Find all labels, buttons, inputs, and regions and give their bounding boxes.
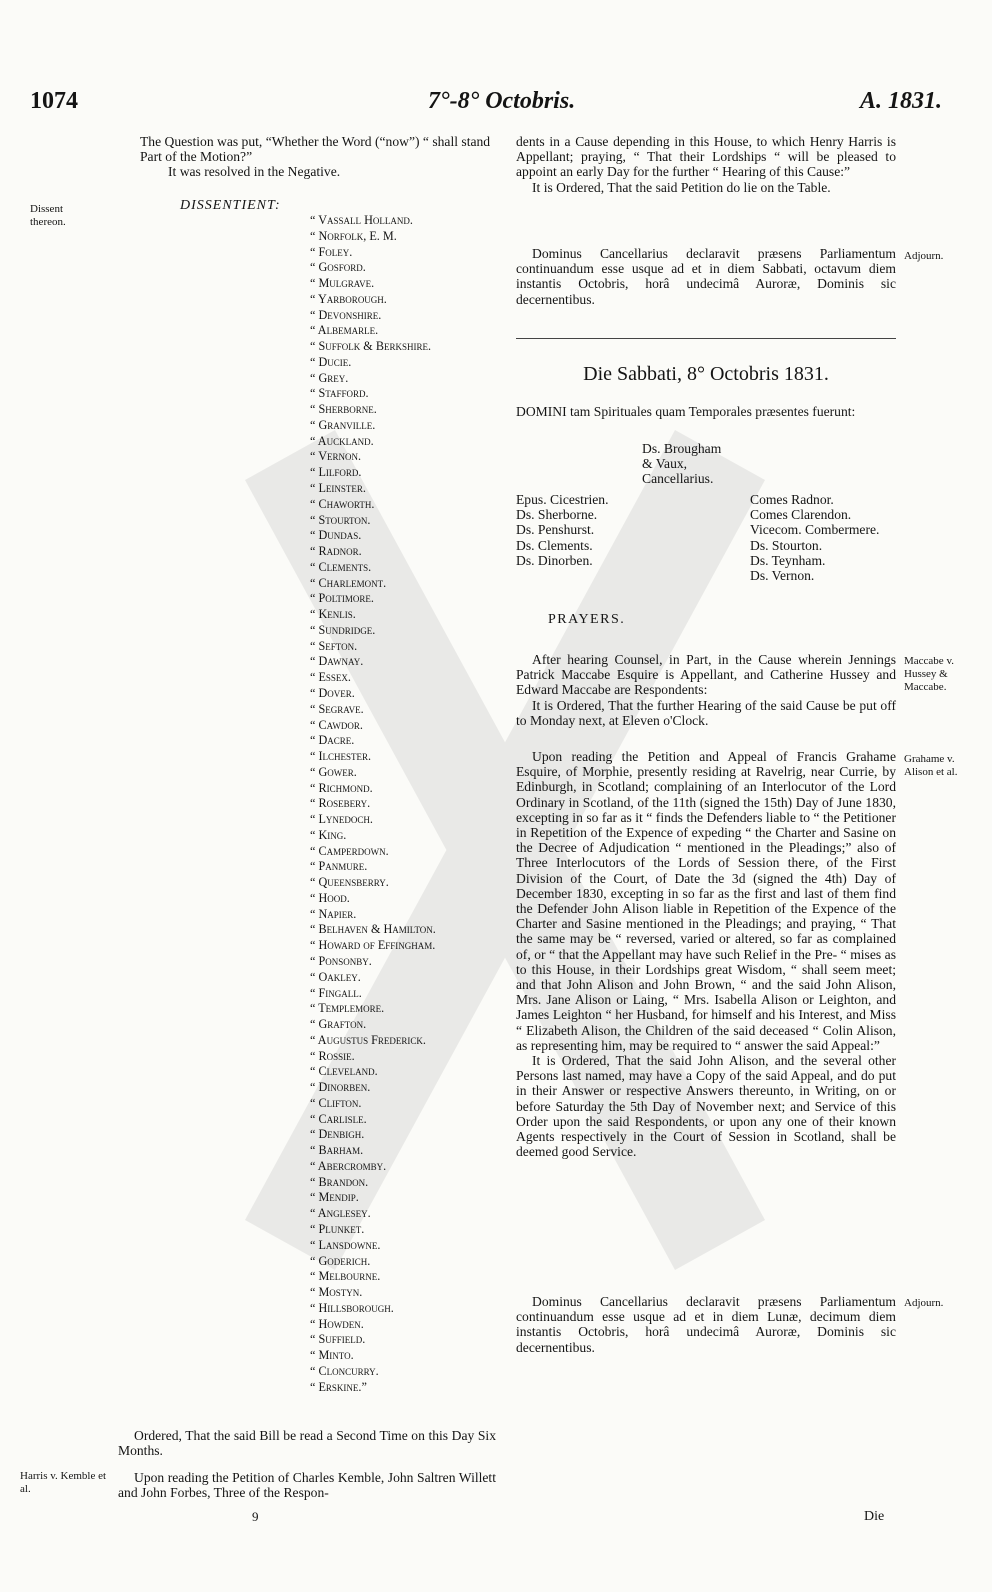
ordered-second-reading bbox=[118, 1428, 496, 1458]
dissentient-peer: “ Norfolk, E. M. bbox=[310, 228, 397, 243]
prayers-heading: PRAYERS. bbox=[548, 612, 626, 627]
dissentient-peer: “ Grafton. bbox=[310, 1017, 367, 1032]
lord-present: Ds. Stourton. bbox=[750, 537, 823, 553]
margin-note-adjourn-1: Adjourn. bbox=[904, 250, 944, 262]
chancellor-line: Cancellarius. bbox=[642, 471, 714, 487]
chancellor-line: Ds. Brougham bbox=[642, 441, 722, 456]
dissentient-peer: “ Richmond. bbox=[310, 780, 373, 795]
lord-present: Ds. Teynham. bbox=[750, 552, 826, 568]
right-column-top bbox=[516, 134, 896, 195]
ordered-text: Ordered, That the said Bill be read a Second Time on this Day Six Months. bbox=[118, 1428, 496, 1459]
margin-note-adjourn-2: Adjourn. bbox=[904, 1297, 944, 1309]
domini-line bbox=[516, 404, 896, 419]
dissentient-peer: “ Abercromby. bbox=[310, 1158, 387, 1173]
dissentient-peer: “ Carlisle. bbox=[310, 1111, 367, 1126]
dissentient-peer: “ Essex. bbox=[310, 670, 351, 685]
dissentient-peer: “ Sefton. bbox=[310, 638, 358, 653]
dissentient-peer: “ Ilchester. bbox=[310, 749, 372, 764]
harris-text: Upon reading the Petition of Charles Kemble, John Saltren Willett and John Forbes, Three of the Respon- bbox=[118, 1470, 496, 1501]
dissentient-peer: “ Cawdor. bbox=[310, 717, 363, 732]
resolved-negative: It was resolved in the Negative. bbox=[168, 164, 341, 180]
page-number: 1074 bbox=[30, 88, 78, 114]
dissentient-peer: “ Denbigh. bbox=[310, 1127, 365, 1142]
dissentient-peer: “ Dover. bbox=[310, 685, 355, 700]
margin-note-grahame: Grahame v. Alison et al. bbox=[904, 753, 958, 778]
dissentient-peer: “ Fingall. bbox=[310, 985, 362, 1000]
dissentient-peer: “ Dinorben. bbox=[310, 1080, 371, 1095]
dissentient-peer: “ Barham. bbox=[310, 1143, 364, 1158]
dissentient-peer: “ Mendip. bbox=[310, 1190, 359, 1205]
adjourn-block-1 bbox=[516, 246, 896, 307]
margin-note-maccabe: Maccabe v. Hussey & Maccabe. bbox=[904, 655, 954, 693]
dissentient-peer: “ Charlemont. bbox=[310, 575, 387, 590]
dissentient-peer: “ Dundas. bbox=[310, 528, 362, 543]
dissentient-peer: “ King. bbox=[310, 827, 347, 842]
dissentient-peer: “ Ducie. bbox=[310, 354, 352, 369]
dissentient-peer: “ Melbourne. bbox=[310, 1269, 381, 1284]
dissentient-peer: “ Belhaven & Hamilton. bbox=[310, 922, 436, 937]
chancellor-block bbox=[642, 441, 721, 487]
dissentient-peer: “ Brandon. bbox=[310, 1174, 369, 1189]
dissentient-peer: “ Dawnay. bbox=[310, 654, 364, 669]
dissentient-peer: “ Lynedoch. bbox=[310, 812, 373, 827]
ordered-lie-text: It is Ordered, That the said Petition do lie on the Table. bbox=[532, 179, 831, 195]
dissentient-peer: “ Foley. bbox=[310, 244, 353, 259]
dissentient-peer: “ Sherborne. bbox=[310, 402, 377, 417]
dissentient-peer: “ Cloncurry. bbox=[310, 1363, 379, 1378]
domini-text: DOMINI tam Spirituales quam Temporales præsentes fuerunt: bbox=[516, 404, 856, 419]
lord-present: Ds. Sherborne. bbox=[516, 507, 598, 523]
dissentient-peer: “ Auckland. bbox=[310, 433, 374, 448]
grahame-text: Upon reading the Petition and Appeal of Francis Grahame Esquire, of Morphie, presently residing at Ravelrig, near Currie, by Edinburgh, in Scotland; complaining of an Interlocutor of the Lord Ordinary in Scotland, of the 11th (signed the 15th) Day of June 1830, excepting in so far as it “ finds the Defenders liable to “ the Petitioner in Repetition of the Expence of expeding “ the Charter and Sasine on the Decree of Adjudication “ mentioned in the Pleadings;” also of Three Interlocutors of the Lords of Session there, of the First Division of the Court, of Date the 3d (signed the 4th) Day of December 1830, excepting in so far as the first and last of them find the Defender John Alison liable in Repetition of the Expence of the Charter and Sasine mentioned in the Pleadings; and praying, “ That the same may be “ reversed, varied or altered, so far as complained of, or “ that the Appellant may have such Relief in the Pre- “ mises as to this House, in their Lordships great Wisdom, “ shall seem meet; and that John Alison and John Brown, “ and the said John Alison, Mrs. Jane Alison or Laing, “ Mrs. Isabella Alison or Leighton, and James Leighton “ her Husband, for himself and his Interest, and Miss “ Elizabeth Alison, the Children of the said deceased “ Colin Alison, as representing him, may be required to “ answer the said Appeal:” bbox=[516, 749, 896, 1053]
maccabe-ordered: It is Ordered, That the further Hearing of the said Cause be put off to Monday next, at Eleven o'Clock. bbox=[516, 697, 896, 728]
page-year: A. 1831. bbox=[860, 88, 943, 114]
dissentient-peer: “ Rossie. bbox=[310, 1048, 355, 1063]
dissentient-peer: “ Ponsonby. bbox=[310, 953, 372, 968]
dissentient-peer: “ Kenlis. bbox=[310, 607, 356, 622]
dissentient-peer: “ Suffield. bbox=[310, 1332, 366, 1347]
dissentient-peer: “ Hillsborough. bbox=[310, 1300, 394, 1315]
dissentient-peer: “ Gower. bbox=[310, 764, 357, 779]
dissentient-peer: “ Mulgrave. bbox=[310, 276, 375, 291]
dissentient-peer: “ Grey. bbox=[310, 370, 349, 385]
dissentient-peer: “ Oakley. bbox=[310, 969, 361, 984]
section-divider bbox=[516, 338, 896, 339]
lord-present: Vicecom. Combermere. bbox=[750, 522, 880, 538]
dissentient-peer: “ Clifton. bbox=[310, 1095, 362, 1110]
dissentient-peer: “ Leinster. bbox=[310, 481, 366, 496]
maccabe-text: After hearing Counsel, in Part, in the Cause wherein Jennings Patrick Maccabe Esquire is Appellant, and Catherine Hussey and Edward Maccabe are Respondents: bbox=[516, 652, 896, 698]
dissentient-peer: “ Minto. bbox=[310, 1348, 354, 1363]
lords-left-list bbox=[516, 492, 609, 568]
day-title: Die Sabbati, 8° Octobris 1831. bbox=[583, 363, 829, 385]
lord-present: Epus. Cicestrien. bbox=[516, 492, 609, 507]
dissentient-peer: “ Segrave. bbox=[310, 701, 364, 716]
dissentient-peer: “ Stourton. bbox=[310, 512, 371, 527]
dissentient-peer: “ Howden. bbox=[310, 1316, 364, 1331]
dissentient-peer: “ Cleveland. bbox=[310, 1064, 378, 1079]
dissentient-peer: “ Stafford. bbox=[310, 386, 369, 401]
margin-note-harris: Harris v. Kemble et al. bbox=[20, 1470, 107, 1495]
dissentient-list bbox=[310, 213, 436, 1395]
dissentient-peer: “ Radnor. bbox=[310, 544, 362, 559]
chancellor-line: & Vaux, bbox=[642, 456, 688, 472]
dissentient-peer: “ Suffolk & Berkshire. bbox=[310, 339, 431, 354]
lord-present: Ds. Dinorben. bbox=[516, 552, 593, 568]
adjourn-block-2 bbox=[516, 1294, 896, 1355]
dissentient-peer: “ Yarborough. bbox=[310, 291, 387, 306]
lords-right-list bbox=[750, 492, 879, 583]
dissentient-heading: DISSENTIENT: bbox=[180, 198, 281, 213]
dissentient-peer: “ Devonshire. bbox=[310, 307, 382, 322]
question-put: The Question was put, “Whether the Word (“now”) “ shall stand Part of the Motion?” bbox=[140, 134, 491, 165]
dissentient-peer: “ Rosebery. bbox=[310, 796, 371, 811]
dissentient-peer: “ Camperdown. bbox=[310, 843, 389, 858]
dissentient-peer: “ Augustus Frederick. bbox=[310, 1032, 426, 1047]
dissentient-peer: “ Poltimore. bbox=[310, 591, 374, 606]
lord-present: Ds. Vernon. bbox=[750, 568, 815, 584]
dissentient-peer: “ Vassall Holland. bbox=[310, 213, 413, 227]
dissentient-peer: “ Sundridge. bbox=[310, 622, 376, 637]
signature-mark: 9 bbox=[252, 1509, 259, 1524]
adjourn-text-1: Dominus Cancellarius declaravit præsens Parliamentum continuandum esse usque ad et in diem Sabbati, octavum diem instantis Octobris, horâ undecimâ Auroræ, Dominis sic decernentibus. bbox=[516, 246, 896, 307]
lord-present: Comes Clarendon. bbox=[750, 507, 852, 523]
lord-present: Ds. Clements. bbox=[516, 537, 593, 553]
dissentient-peer: “ Napier. bbox=[310, 906, 357, 921]
dissentient-peer: “ Anglesey. bbox=[310, 1206, 371, 1221]
dissentient-peer: “ Lilford. bbox=[310, 465, 362, 480]
harris-petition bbox=[118, 1470, 496, 1500]
dissentient-peer: “ Queensberry. bbox=[310, 875, 389, 890]
grahame-block bbox=[516, 749, 896, 1159]
dissentient-peer: “ Dacre. bbox=[310, 733, 355, 748]
lord-present: Comes Radnor. bbox=[750, 492, 834, 507]
dissentient-peer: “ Plunket. bbox=[310, 1222, 365, 1236]
grahame-ordered: It is Ordered, That the said John Alison, and the several other Persons last named, may have a Copy of the said Appeal, and do put in their Answer or respective Answers thereunto, in Writing, on or before Saturday the 5th Day of November next; and Service of this Order upon the said Respondents, or upon any one of their known Agents respectively in the Court of Session in Scotland, shall be deemed good Service. bbox=[516, 1053, 896, 1160]
dissentient-peer: “ Albemarle. bbox=[310, 323, 379, 338]
dissentient-peer: “ Granville. bbox=[310, 417, 376, 432]
dissentient-peer: “ Templemore. bbox=[310, 1001, 385, 1016]
lord-present: Ds. Penshurst. bbox=[516, 522, 595, 538]
maccabe-block bbox=[516, 652, 896, 728]
dissentient-peer: “ Erskine.” bbox=[310, 1379, 367, 1394]
continuation-text: dents in a Cause depending in this House, to which Henry Harris is Appellant; praying, “ That their Lordships “ will be pleased to appoint an early Day for the further “ Hearing of this Cause:” bbox=[516, 134, 896, 180]
margin-note-dissent: Dissent thereon. bbox=[30, 203, 66, 228]
dissentient-peer: “ Clements. bbox=[310, 559, 372, 574]
adjourn-text-2: Dominus Cancellarius declaravit præsens Parliamentum continuandum esse usque ad et in diem Lunæ, decimum diem instantis Octobris, horâ undecimâ Auroræ, Dominis sic decernentibus. bbox=[516, 1294, 896, 1355]
dissentient-peer: “ Goderich. bbox=[310, 1253, 371, 1268]
dissentient-peer: “ Howard of Effingham. bbox=[310, 938, 436, 953]
dissentient-peer: “ Chaworth. bbox=[310, 496, 375, 511]
dissentient-peer: “ Hood. bbox=[310, 890, 350, 905]
dissentient-peer: “ Lansdowne. bbox=[310, 1237, 381, 1252]
question-text bbox=[140, 134, 498, 180]
dissentient-peer: “ Panmure. bbox=[310, 859, 368, 874]
catchword: Die bbox=[864, 1509, 885, 1524]
dissentient-peer: “ Vernon. bbox=[310, 449, 362, 464]
dissentient-peer: “ Mostyn. bbox=[310, 1285, 363, 1300]
page-dates: 7°-8° Octobris. bbox=[428, 88, 576, 114]
dissentient-peer: “ Gosford. bbox=[310, 260, 366, 275]
